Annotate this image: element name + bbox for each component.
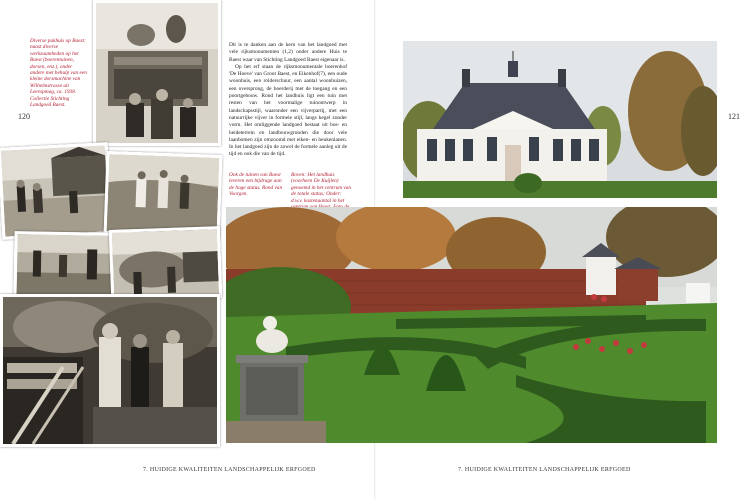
body-text — [229, 42, 347, 159]
caption-top: Diverse pakhuis op Baest: naast diverse werkzaamheden op het Baest (boerentuinen, dorsen, enz.), onder andere met behulp van een kleine dorsmachine van Wilhelmstrasse uit Leeropmag, ca. 1938. Collectie Stichting Landgoed Baest. — [30, 38, 87, 109]
body-paragraph-1: Dit is te danken aan de kern van het landgoed met vele rijksmonumenten (1,2) onder andere Huis te Baest waar van Stichting Landgoed Baest eigenaar is. — [229, 42, 347, 63]
photo-haystack — [109, 226, 222, 302]
photo-manor-house — [403, 41, 717, 198]
photo-field-men — [13, 231, 116, 301]
page-number-left: 120 — [18, 112, 30, 121]
body-paragraph-2: Op het erf staan de rijksmonumentale boerenhof 'De Hoeve' van Groot Baest, en Eikenhof(7), een oude woonhuis, een rolderschuur, een aantal woonhuizen, een oversprong, de boerderij met de toegang en een poortgebouw. Rond het landhuis ligt een tuin met resten van het voormalige tuinontwerp in landschapsstijl, waaronder een vijverpartij, met een natuurrijke vijver in formele stijl, langs kegel zonder vorm. Het omliggende landgoed bestaat uit bos- en heideterrein en landbouwgronden die door vele laanbomen zijn omzoomd met eiken- en beukenlanen. In het landgoed zijn de zowel de formele aanleg uit de tijd en ook die van de tijd. — [229, 63, 347, 158]
photo-threshing-wagon — [93, 0, 221, 146]
photo-formal-garden — [226, 207, 717, 443]
footer-right: 7. HUIDIGE KWALITEITEN LANDSCHAPPELIJK ERFGOED — [458, 467, 631, 473]
page-number-right: 121 — [728, 112, 740, 121]
caption-bottom-left: Ook de tuinen van Baest leveren een bijdrage aan de hoge status. Rond van Voorgen. — [229, 172, 283, 198]
photo-threshing-large — [0, 294, 220, 447]
photo-field-workers — [0, 142, 112, 240]
footer-left: 7. HUIDIGE KWALITEITEN LANDSCHAPPELIJK ERFGOED — [143, 467, 316, 473]
caption-bottom-right: Boven: Het landhuis (voorheen De Kuijlen) genoemd in het centrum van de totale status; Onder: d.w.v. kastenaantal in het — [291, 172, 352, 204]
photo-women-harvest — [104, 151, 223, 238]
